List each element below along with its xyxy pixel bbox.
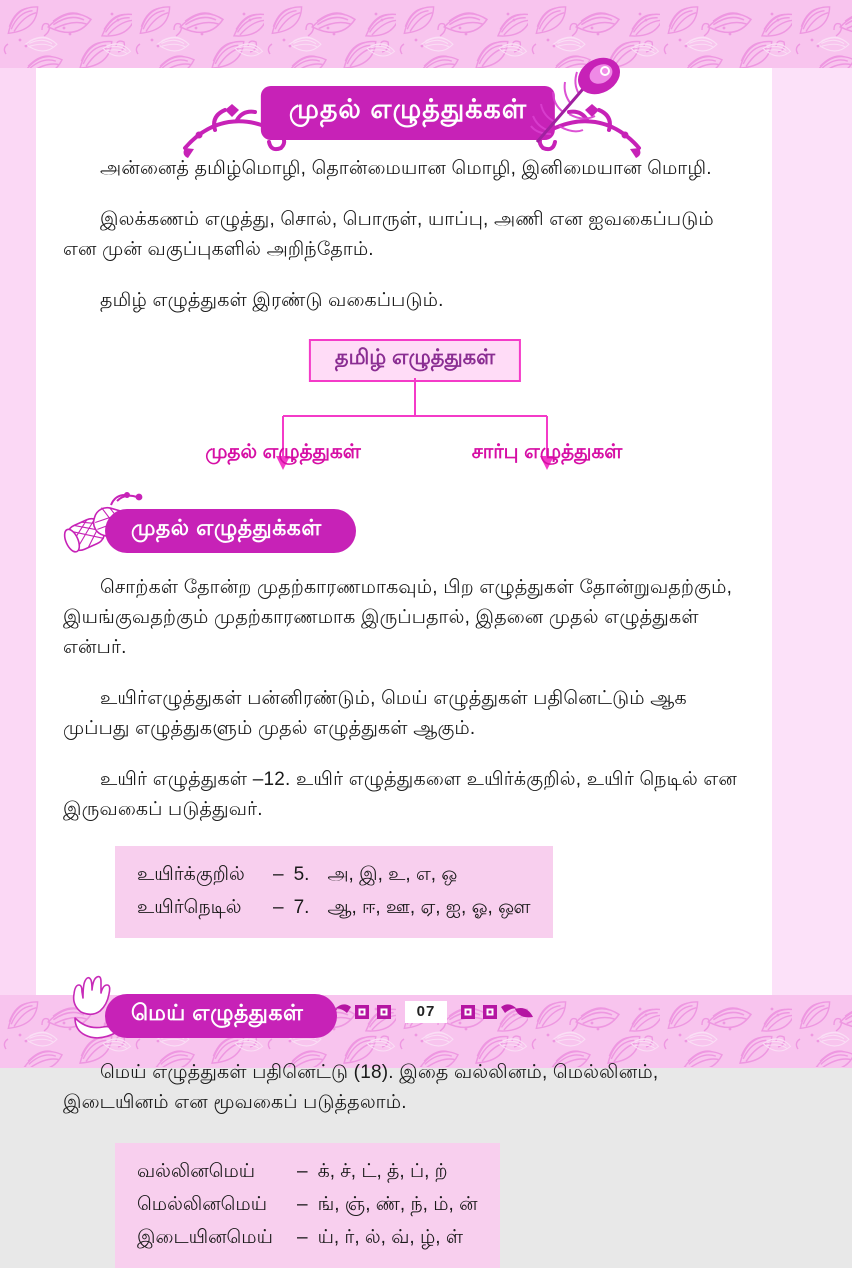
vowel-short-letters: அ, இ, உ, எ, ஒ xyxy=(327,864,458,885)
dash: – xyxy=(297,1161,308,1182)
vowel-short-label: உயிர்க்குறில் xyxy=(137,864,245,885)
consonant-soft-label: மெல்லினமெய் xyxy=(137,1194,267,1215)
vowel-classification-box xyxy=(115,846,553,938)
page-number: 07 xyxy=(405,1001,448,1023)
diagram-connectors xyxy=(63,378,753,482)
vowel-row-long xyxy=(137,891,531,924)
section1-paragraph-2: உயிர்எழுத்துகள் பன்னிரண்டும், மெய் எழுத்துகள் பதினெட்டும் ஆக முப்பது எழுத்துகளும் முதல் எழுத்துகள் ஆகும். xyxy=(63,688,687,739)
left-border-strip xyxy=(0,68,36,995)
letter-classification-diagram xyxy=(63,337,753,485)
dash: – xyxy=(297,1194,308,1215)
vowel-long-count: 7. xyxy=(293,897,310,918)
consonant-row-hard xyxy=(137,1155,478,1188)
section-first-letters-header xyxy=(63,499,753,557)
consonant-classification-box xyxy=(115,1143,500,1268)
consonant-medium-label: இடையினமெய் xyxy=(137,1227,273,1248)
diagram-label-first-letters: முதல் எழுத்துகள் xyxy=(205,441,361,463)
chapter-header xyxy=(63,78,753,144)
intro-paragraph-1: அன்னைத் தமிழ்மொழி, தொன்மையான மொழி, இனிமையான மொழி. xyxy=(100,158,712,179)
chapter-title: முதல் எழுத்துக்கள் xyxy=(288,94,528,124)
intro-paragraph-2: இலக்கணம் எழுத்து, சொல், பொருள், யாப்பு, அணி என ஐவகைப்படும் என முன் வகுப்புகளில் அறிந்தோம். xyxy=(63,209,714,260)
dash: – xyxy=(273,897,284,918)
vowel-long-label: உயிர்நெடில் xyxy=(137,897,242,918)
vowel-long-letters: ஆ, ஈ, ஊ, ஏ, ஐ, ஓ, ஔ xyxy=(327,897,531,918)
section1-paragraph-1: சொற்கள் தோன்ற முதற்காரணமாகவும், பிற எழுத்துகள் தோன்றுவதற்கும், இயங்குவதற்கும் முதற்காரணமாக இருப்பதால், இதனை முதல் எழுத்துகள் என்பர். xyxy=(63,577,733,658)
right-border-strip xyxy=(772,68,852,995)
consonant-hard-letters: க், ச், ட், த், ப், ற் xyxy=(317,1161,448,1182)
consonant-soft-letters: ங், ஞ், ண், ந், ம், ன் xyxy=(317,1194,478,1215)
top-border-pattern xyxy=(0,0,852,68)
consonant-hard-label: வல்லினமெய் xyxy=(137,1161,256,1182)
vowel-short-count: 5. xyxy=(293,864,310,885)
dash: – xyxy=(273,864,284,885)
diagram-root-box: தமிழ் எழுத்துகள் xyxy=(309,339,521,382)
vowel-row-short xyxy=(137,858,531,891)
dash: – xyxy=(297,1227,308,1248)
page-content xyxy=(63,78,753,1268)
section-first-letters-pill xyxy=(105,509,356,553)
section-first-letters-title: முதல் எழுத்துக்கள் xyxy=(131,515,322,540)
intro-paragraph-3: தமிழ் எழுத்துகள் இரண்டு வகைப்படும். xyxy=(100,290,444,311)
diagram-label-dependent-letters: சார்பு எழுத்துகள் xyxy=(471,441,623,463)
section-consonants-pill xyxy=(105,994,337,1038)
consonant-medium-letters: ய், ர், ல், வ், ழ், ள் xyxy=(317,1227,463,1248)
section-consonants-header xyxy=(63,984,753,1042)
section1-paragraph-3: உயிர் எழுத்துகள் –12. உயிர் எழுத்துகளை உயிர்க்குறில், உயிர் நெடில் என இருவகைப் படுத்துவர். xyxy=(63,769,738,820)
peacock-feather-icon xyxy=(529,54,633,146)
section-consonants-title: மெய் எழுத்துகள் xyxy=(131,1000,304,1025)
chapter-title-banner xyxy=(261,86,555,140)
consonant-row-soft xyxy=(137,1188,478,1221)
section2-paragraph-1: மெய் எழுத்துகள் பதினெட்டு (18). இதை வல்லினம், மெல்லினம், இடையினம் என மூவகைப் படுத்தலாம். xyxy=(63,1062,659,1113)
consonant-row-medium xyxy=(137,1221,478,1254)
